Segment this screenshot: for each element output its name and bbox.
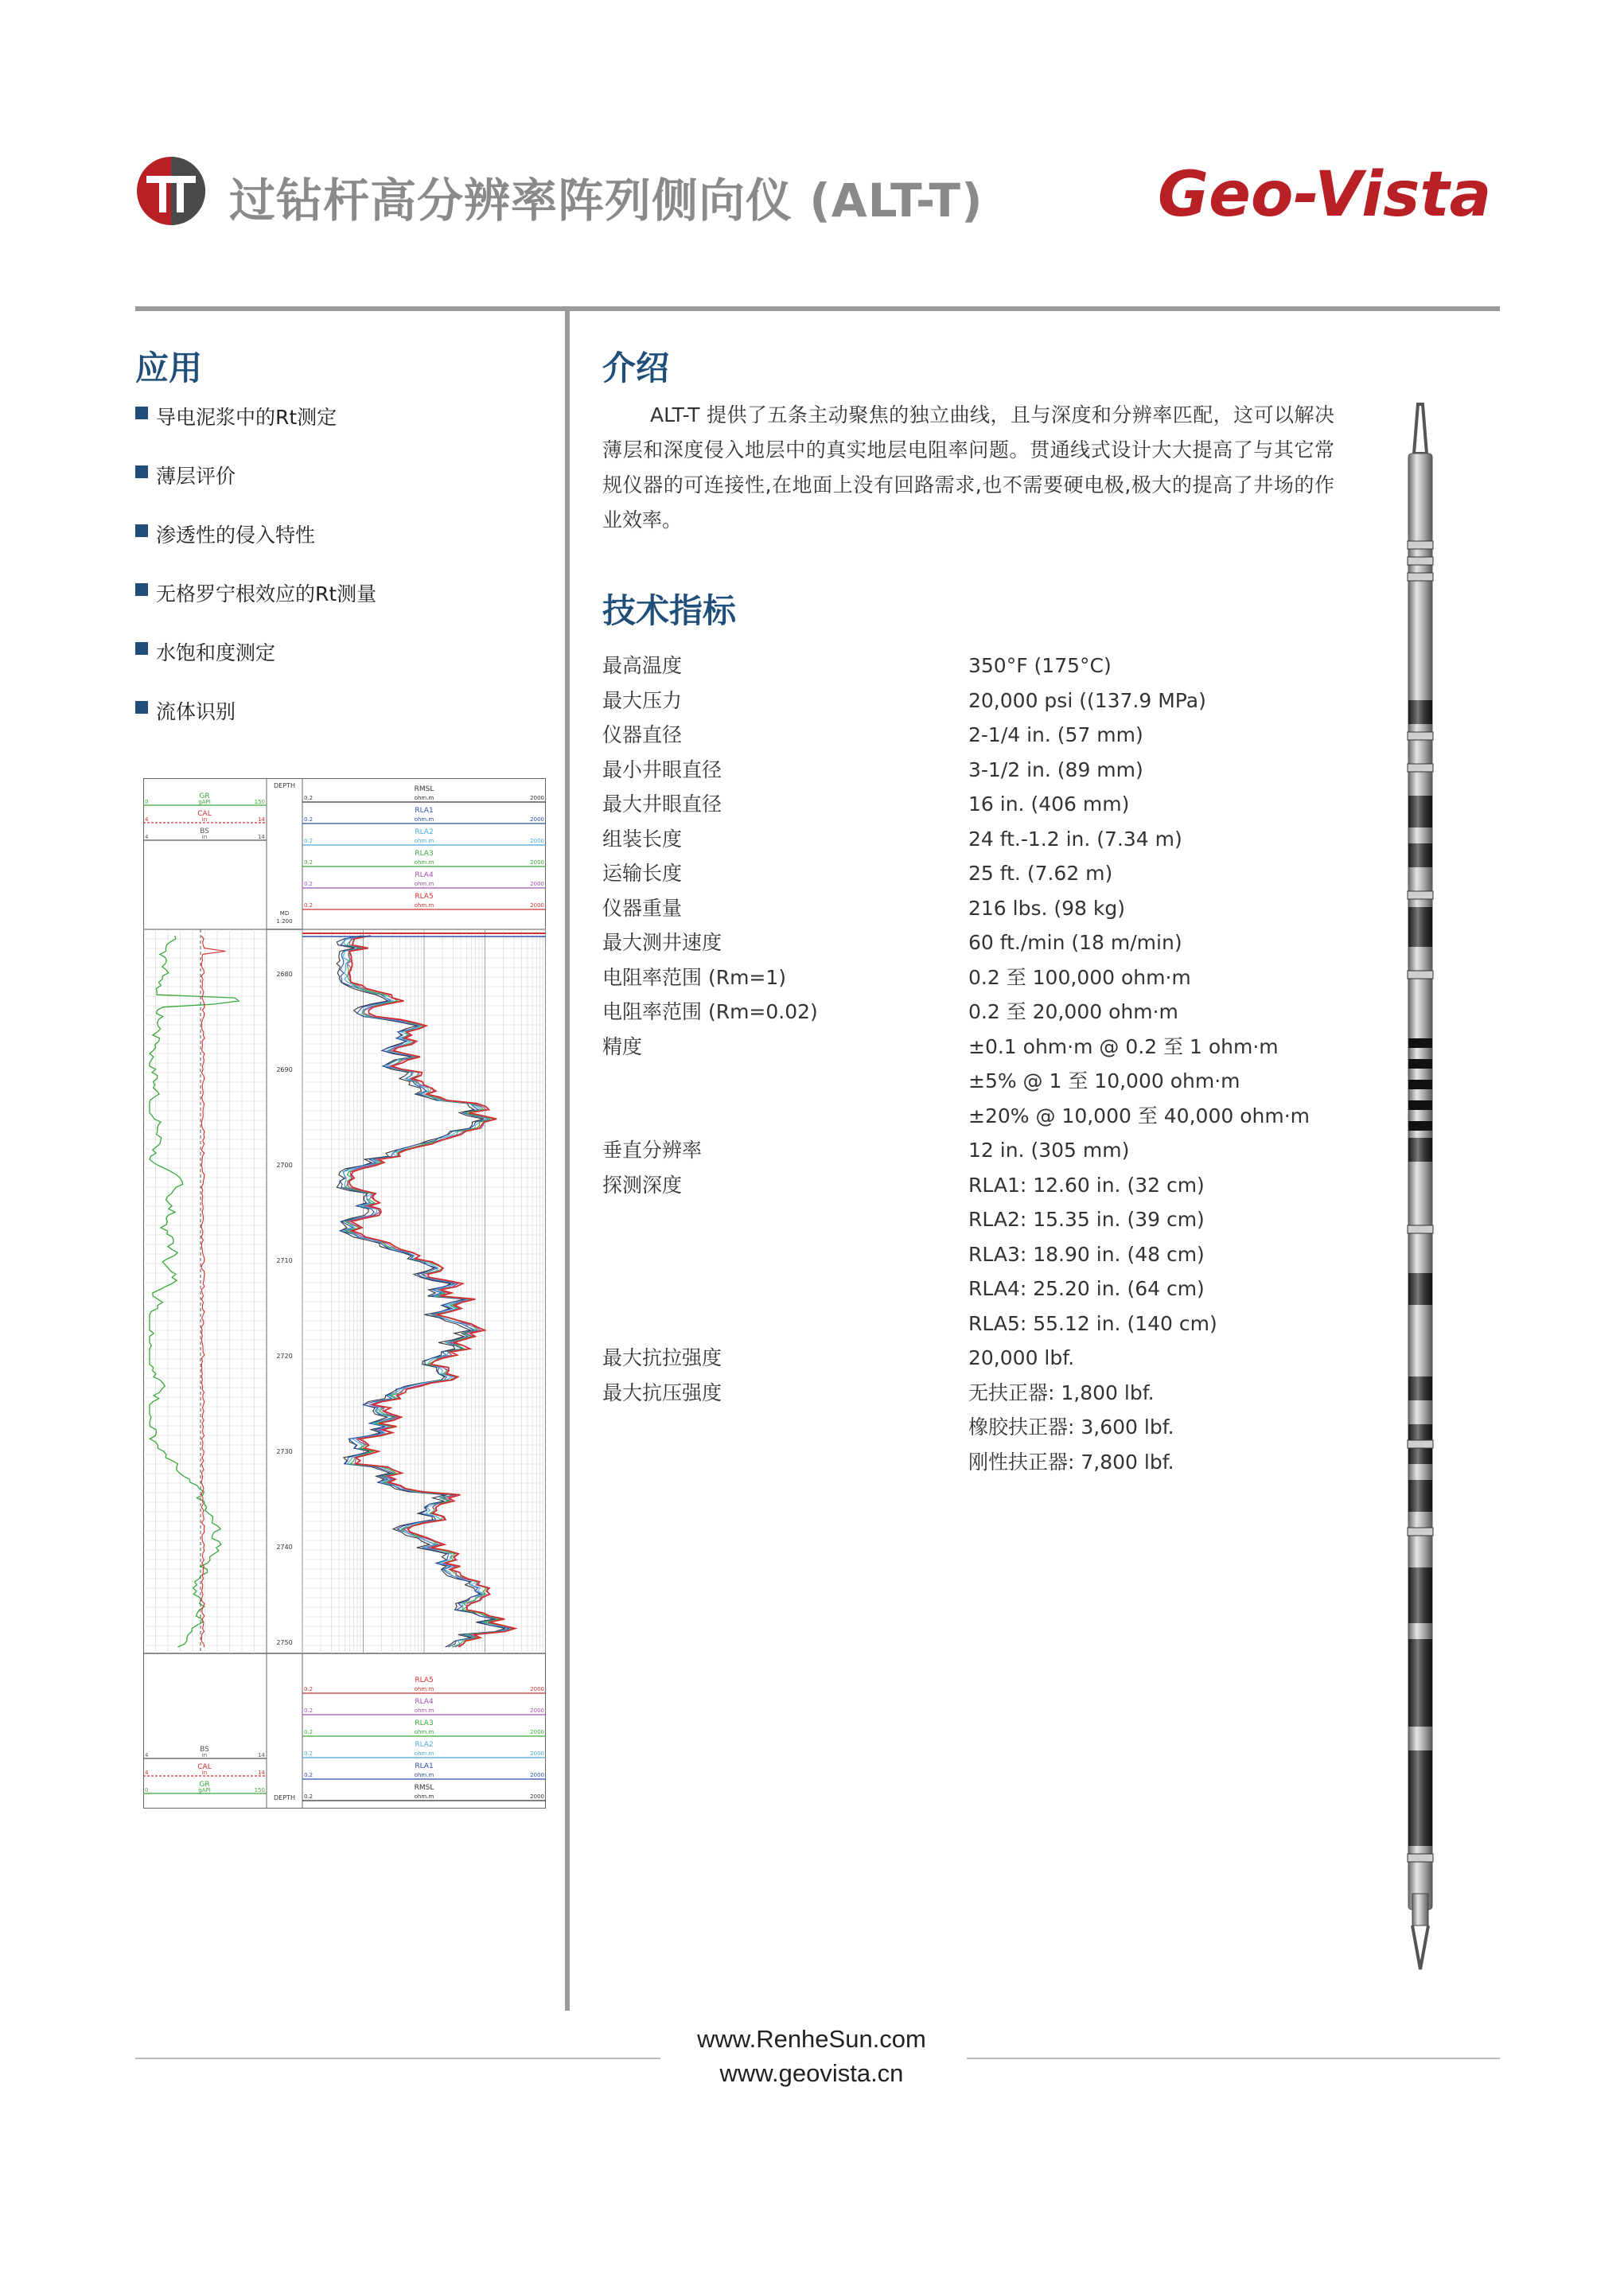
tool-dark-section xyxy=(1408,700,1432,724)
spec-label: 最小井眼直径 xyxy=(602,757,722,781)
tool-band xyxy=(1408,541,1433,549)
spec-row xyxy=(602,1064,1334,1099)
page-title: 过钻杆高分辨率阵列侧向仪 (ALT-T) xyxy=(229,173,983,228)
spec-label: 最大抗压强度 xyxy=(602,1380,722,1404)
spec-row xyxy=(602,822,1334,857)
spec-value: 橡胶扶正器: 3,600 lbf. xyxy=(968,1415,1174,1439)
curve-name-rmsl: RMSL xyxy=(414,1784,434,1792)
spec-value: RLA3: 18.90 in. (48 cm) xyxy=(968,1242,1205,1266)
alt-t-tool-image xyxy=(1384,398,1456,1973)
curve-unit-label: ohm.m xyxy=(414,902,434,909)
tool-dark-section xyxy=(1408,1798,1432,1846)
tool-band xyxy=(1408,891,1433,899)
spec-label: 组装长度 xyxy=(602,827,683,851)
depth-tick-label: 2750 xyxy=(276,1639,293,1646)
tool-band xyxy=(1408,573,1433,581)
curve-min-label: 0.2 xyxy=(304,1708,314,1714)
footer-rule-left xyxy=(135,2058,660,2059)
spec-label xyxy=(602,1064,968,1099)
spec-label xyxy=(602,1237,968,1272)
curve-min-label: 0.2 xyxy=(304,838,314,844)
spec-value: 216 lbs. (98 kg) xyxy=(968,896,1126,920)
curve-max-label: 2000 xyxy=(530,859,544,866)
spec-label: 最大压力 xyxy=(602,688,683,712)
spec-value: 60 ft./min (18 m/min) xyxy=(968,931,1182,954)
curve-unit-label: ohm.m xyxy=(414,881,434,887)
column-divider xyxy=(565,306,570,2011)
curve-max-label: 2000 xyxy=(530,816,544,823)
spec-label: 精度 xyxy=(602,1034,643,1058)
tool-band xyxy=(1408,732,1433,740)
md-scale-label: 1:200 xyxy=(276,918,293,925)
bottom-hook xyxy=(1412,1926,1428,1969)
curve-unit-label: in xyxy=(201,1752,208,1758)
tool-dark-section xyxy=(1408,843,1432,867)
square-bullet-icon xyxy=(135,524,148,537)
spec-label: 最高温度 xyxy=(602,654,683,677)
curve-name-rla5: RLA5 xyxy=(415,893,434,901)
depth-tick-label: 2710 xyxy=(276,1257,293,1264)
curve-unit-label: ohm.m xyxy=(414,1708,434,1714)
curve-name-rla4: RLA4 xyxy=(415,1698,434,1706)
spec-label xyxy=(602,1099,968,1134)
curve-unit-label: gAPI xyxy=(198,799,211,805)
spec-table xyxy=(602,648,1334,1479)
md-label: MD xyxy=(279,910,290,917)
spec-value: ±5% @ 1 至 10,000 ohm·m xyxy=(968,1069,1240,1092)
curve-unit-label: ohm.m xyxy=(414,816,434,823)
depth-tick-label: 2730 xyxy=(276,1448,293,1455)
spec-row xyxy=(602,753,1334,788)
curve-max-label: 2000 xyxy=(530,1793,544,1800)
tool-band xyxy=(1408,1854,1433,1862)
spec-row xyxy=(602,648,1334,683)
spec-label: 探测深度 xyxy=(602,1173,683,1197)
spec-label xyxy=(602,1445,968,1480)
curve-name-rla1: RLA1 xyxy=(415,807,434,815)
curve-max-label: 14 xyxy=(258,1770,265,1776)
curve-min-label: 0.2 xyxy=(304,859,314,866)
list-item: 导电泥浆中的Rt测定 xyxy=(135,402,376,461)
spec-row xyxy=(602,1237,1334,1272)
curve-name-rla5: RLA5 xyxy=(415,1676,434,1684)
curve-unit-label: ohm.m xyxy=(414,1686,434,1692)
spec-value: 0.2 至 20,000 ohm·m xyxy=(968,1000,1178,1023)
tool-band xyxy=(1408,764,1433,772)
spec-row xyxy=(602,1376,1334,1411)
tool-stripe xyxy=(1408,1100,1432,1110)
curve-max-label: 14 xyxy=(258,834,265,840)
spec-label: 最大测井速度 xyxy=(602,931,722,954)
curve-min-label: 0 xyxy=(145,799,149,805)
list-item: 流体识别 xyxy=(135,696,376,755)
curve-name-rla1: RLA1 xyxy=(415,1762,434,1770)
resistivity-log-plot xyxy=(143,778,546,1809)
spec-value: 16 in. (406 mm) xyxy=(968,792,1130,816)
tool-dark-section xyxy=(1408,1273,1432,1305)
curve-name-bs: BS xyxy=(200,827,209,835)
spec-label: 最大抗拉强度 xyxy=(602,1346,722,1369)
curve-min-label: 4 xyxy=(145,816,149,823)
tool-band xyxy=(1408,1440,1433,1448)
curve-name-gr: GR xyxy=(199,1781,210,1789)
spec-label xyxy=(602,1202,968,1237)
applications-list xyxy=(135,402,376,755)
curve-min-label: 0.2 xyxy=(304,881,314,887)
square-bullet-icon xyxy=(135,583,148,596)
list-item: 水饱和度测定 xyxy=(135,637,376,696)
list-item: 渗透性的侵入特性 xyxy=(135,520,376,578)
curve-unit-label: in xyxy=(201,1770,208,1776)
curve-min-label: 0.2 xyxy=(304,1729,314,1735)
spec-row xyxy=(602,718,1334,753)
spec-row xyxy=(602,1306,1334,1341)
square-bullet-icon xyxy=(135,465,148,478)
tool-dark-section xyxy=(1408,1671,1432,1727)
tool-dark-section xyxy=(1408,1567,1432,1623)
depth-header: DEPTH xyxy=(274,782,295,789)
spec-label: 电阻率范围 (Rm=1) xyxy=(602,965,787,989)
curve-min-label: 0.2 xyxy=(304,1793,314,1800)
curve-name-cal: CAL xyxy=(197,810,212,818)
curve-max-label: 2000 xyxy=(530,795,544,801)
tool-stripe xyxy=(1408,1038,1432,1048)
curve-max-label: 2000 xyxy=(530,838,544,844)
curve-name-rmsl: RMSL xyxy=(414,785,434,793)
spec-value: 0.2 至 100,000 ohm·m xyxy=(968,965,1191,989)
spec-row xyxy=(602,1445,1334,1480)
spec-label: 仪器重量 xyxy=(602,896,683,920)
curve-unit-label: ohm.m xyxy=(414,1772,434,1778)
spec-row xyxy=(602,683,1334,718)
applications-heading: 应用 xyxy=(135,349,203,387)
spec-label: 电阻率范围 (Rm=0.02) xyxy=(602,1000,818,1023)
curve-unit-label: ohm.m xyxy=(414,1750,434,1757)
depth-tick-label: 2720 xyxy=(276,1353,293,1360)
curve-min-label: 0.2 xyxy=(304,1750,314,1757)
footer-url-geovista[interactable]: www.geovista.cn xyxy=(719,2059,904,2087)
tool-dark-section xyxy=(1408,1480,1432,1512)
spec-row xyxy=(602,1168,1334,1203)
spec-value: RLA4: 25.20 in. (64 cm) xyxy=(968,1277,1205,1300)
bottom-connector xyxy=(1412,1894,1428,1926)
curve-max-label: 2000 xyxy=(530,1729,544,1735)
curve-unit-label: in xyxy=(201,834,208,840)
curve-name-rla3: RLA3 xyxy=(415,1719,434,1727)
tool-dark-section xyxy=(1408,1138,1432,1162)
curve-unit-label: ohm.m xyxy=(414,859,434,866)
spec-row xyxy=(602,925,1334,960)
spec-value: 25 ft. (7.62 m) xyxy=(968,862,1113,885)
spec-value: RLA1: 12.60 in. (32 cm) xyxy=(968,1173,1205,1197)
spec-label xyxy=(602,1271,968,1306)
curve-name-rla2: RLA2 xyxy=(415,828,434,836)
spec-row xyxy=(602,1271,1334,1306)
depth-header: DEPTH xyxy=(274,1794,295,1801)
intro-heading: 介绍 xyxy=(602,349,670,387)
spec-value: 刚性扶正器: 7,800 lbf. xyxy=(968,1450,1174,1474)
spec-label: 运输长度 xyxy=(602,862,683,885)
spec-value: 350°F (175°C) xyxy=(968,654,1112,677)
spec-value: 20,000 psi ((137.9 MPa) xyxy=(968,688,1206,712)
spec-row xyxy=(602,1030,1334,1065)
curve-name-rla4: RLA4 xyxy=(415,871,434,879)
spec-row xyxy=(602,1202,1334,1237)
curve-min-label: 0 xyxy=(145,1787,149,1793)
spec-value: 2-1/4 in. (57 mm) xyxy=(968,723,1143,746)
spec-value: 无扶正器: 1,800 lbf. xyxy=(968,1380,1155,1404)
company-logo-icon xyxy=(135,155,207,227)
spec-row xyxy=(602,960,1334,995)
curve-max-label: 2000 xyxy=(530,881,544,887)
spec-value: RLA5: 55.12 in. (140 cm) xyxy=(968,1311,1217,1335)
depth-tick-label: 2680 xyxy=(276,971,293,978)
curve-name-cal: CAL xyxy=(197,1763,212,1771)
list-item: 无格罗宁根效应的Rt测量 xyxy=(135,578,376,637)
curve-max-label: 2000 xyxy=(530,1772,544,1778)
tool-stripe xyxy=(1408,1121,1432,1131)
spec-label xyxy=(602,1410,968,1445)
depth-tick-label: 2700 xyxy=(276,1162,293,1169)
tool-band xyxy=(1408,1225,1433,1233)
depth-tick-label: 2740 xyxy=(276,1544,293,1551)
curve-unit-label: gAPI xyxy=(198,1787,211,1793)
tool-dark-section xyxy=(1408,907,1432,947)
footer-rule-right xyxy=(967,2058,1500,2059)
tool-dark-section xyxy=(1408,796,1432,827)
curve-min-label: 0.2 xyxy=(304,795,314,801)
spec-row xyxy=(602,1410,1334,1445)
curve-unit-label: ohm.m xyxy=(414,1793,434,1800)
curve-max-label: 14 xyxy=(258,816,265,823)
curve-min-label: 0.2 xyxy=(304,816,314,823)
curve-max-label: 150 xyxy=(254,1787,265,1793)
spec-row xyxy=(602,1341,1334,1376)
curve-max-label: 2000 xyxy=(530,1750,544,1757)
curve-max-label: 14 xyxy=(258,1752,265,1758)
spec-value: 12 in. (305 mm) xyxy=(968,1139,1130,1162)
tool-band xyxy=(1408,971,1433,979)
footer-url-renhesun[interactable]: www.RenheSun.com xyxy=(697,2025,926,2053)
curve-name-rla3: RLA3 xyxy=(415,850,434,858)
intro-paragraph: ALT-T 提供了五条主动聚焦的独立曲线，且与深度和分辨率匹配，这可以解决薄层和深度侵入地层中的真实地层电阻率问题。贯通线式设计大大提高了与其它常规仪器的可连接性,在地面上没有回路需求,也不需要硬电极,极大的提高了井场的作业效率。 xyxy=(602,403,1334,532)
curve-unit-label: ohm.m xyxy=(414,795,434,801)
curve-min-label: 0.2 xyxy=(304,1772,314,1778)
spec-value: 3-1/2 in. (89 mm) xyxy=(968,757,1143,781)
spec-value: 20,000 lbf. xyxy=(968,1346,1075,1369)
tool-dark-section xyxy=(1408,1750,1432,1798)
curve-max-label: 150 xyxy=(254,799,265,805)
tool-band xyxy=(1408,1528,1433,1536)
spec-row xyxy=(602,856,1334,891)
spec-label: 垂直分辨率 xyxy=(602,1139,703,1162)
curve-unit-label: in xyxy=(201,816,208,823)
square-bullet-icon xyxy=(135,701,148,714)
curve-min-label: 4 xyxy=(145,834,149,840)
curve-min-label: 4 xyxy=(145,1770,149,1776)
spec-label xyxy=(602,1306,968,1341)
curve-min-label: 0.2 xyxy=(304,1686,314,1692)
curve-name-bs: BS xyxy=(200,1746,209,1754)
spec-row xyxy=(602,1099,1334,1134)
top-divider xyxy=(135,306,1500,311)
curve-unit-label: ohm.m xyxy=(414,1729,434,1735)
tool-band xyxy=(1408,557,1433,565)
top-hook xyxy=(1414,404,1427,454)
curve-unit-label: ohm.m xyxy=(414,838,434,844)
square-bullet-icon xyxy=(135,642,148,655)
spec-label: 仪器直径 xyxy=(602,723,683,746)
curve-min-label: 4 xyxy=(145,1752,149,1758)
curve-max-label: 2000 xyxy=(530,1686,544,1692)
spec-value: RLA2: 15.35 in. (39 cm) xyxy=(968,1208,1205,1231)
tool-dark-section xyxy=(1408,1377,1432,1400)
square-bullet-icon xyxy=(135,407,148,419)
curve-name-rla2: RLA2 xyxy=(415,1741,434,1749)
spec-value: ±0.1 ohm·m @ 0.2 至 1 ohm·m xyxy=(968,1034,1279,1058)
curve-max-label: 2000 xyxy=(530,902,544,909)
spec-row xyxy=(602,891,1334,926)
spec-row xyxy=(602,995,1334,1030)
depth-tick-label: 2690 xyxy=(276,1066,293,1073)
tool-stripe xyxy=(1408,1059,1432,1069)
brand-logo: Geo-Vista xyxy=(1158,159,1492,231)
spec-row xyxy=(602,787,1334,822)
tool-stripe xyxy=(1408,1080,1432,1089)
list-item: 薄层评价 xyxy=(135,461,376,520)
curve-min-label: 0.2 xyxy=(304,902,314,909)
curve-max-label: 2000 xyxy=(530,1708,544,1714)
spec-row xyxy=(602,1133,1334,1168)
spec-value: ±20% @ 10,000 至 40,000 ohm·m xyxy=(968,1104,1310,1127)
curve-name-gr: GR xyxy=(199,792,210,800)
spec-value: 24 ft.-1.2 in. (7.34 m) xyxy=(968,827,1182,851)
specs-heading: 技术指标 xyxy=(602,591,737,630)
spec-label: 最大井眼直径 xyxy=(602,792,722,816)
